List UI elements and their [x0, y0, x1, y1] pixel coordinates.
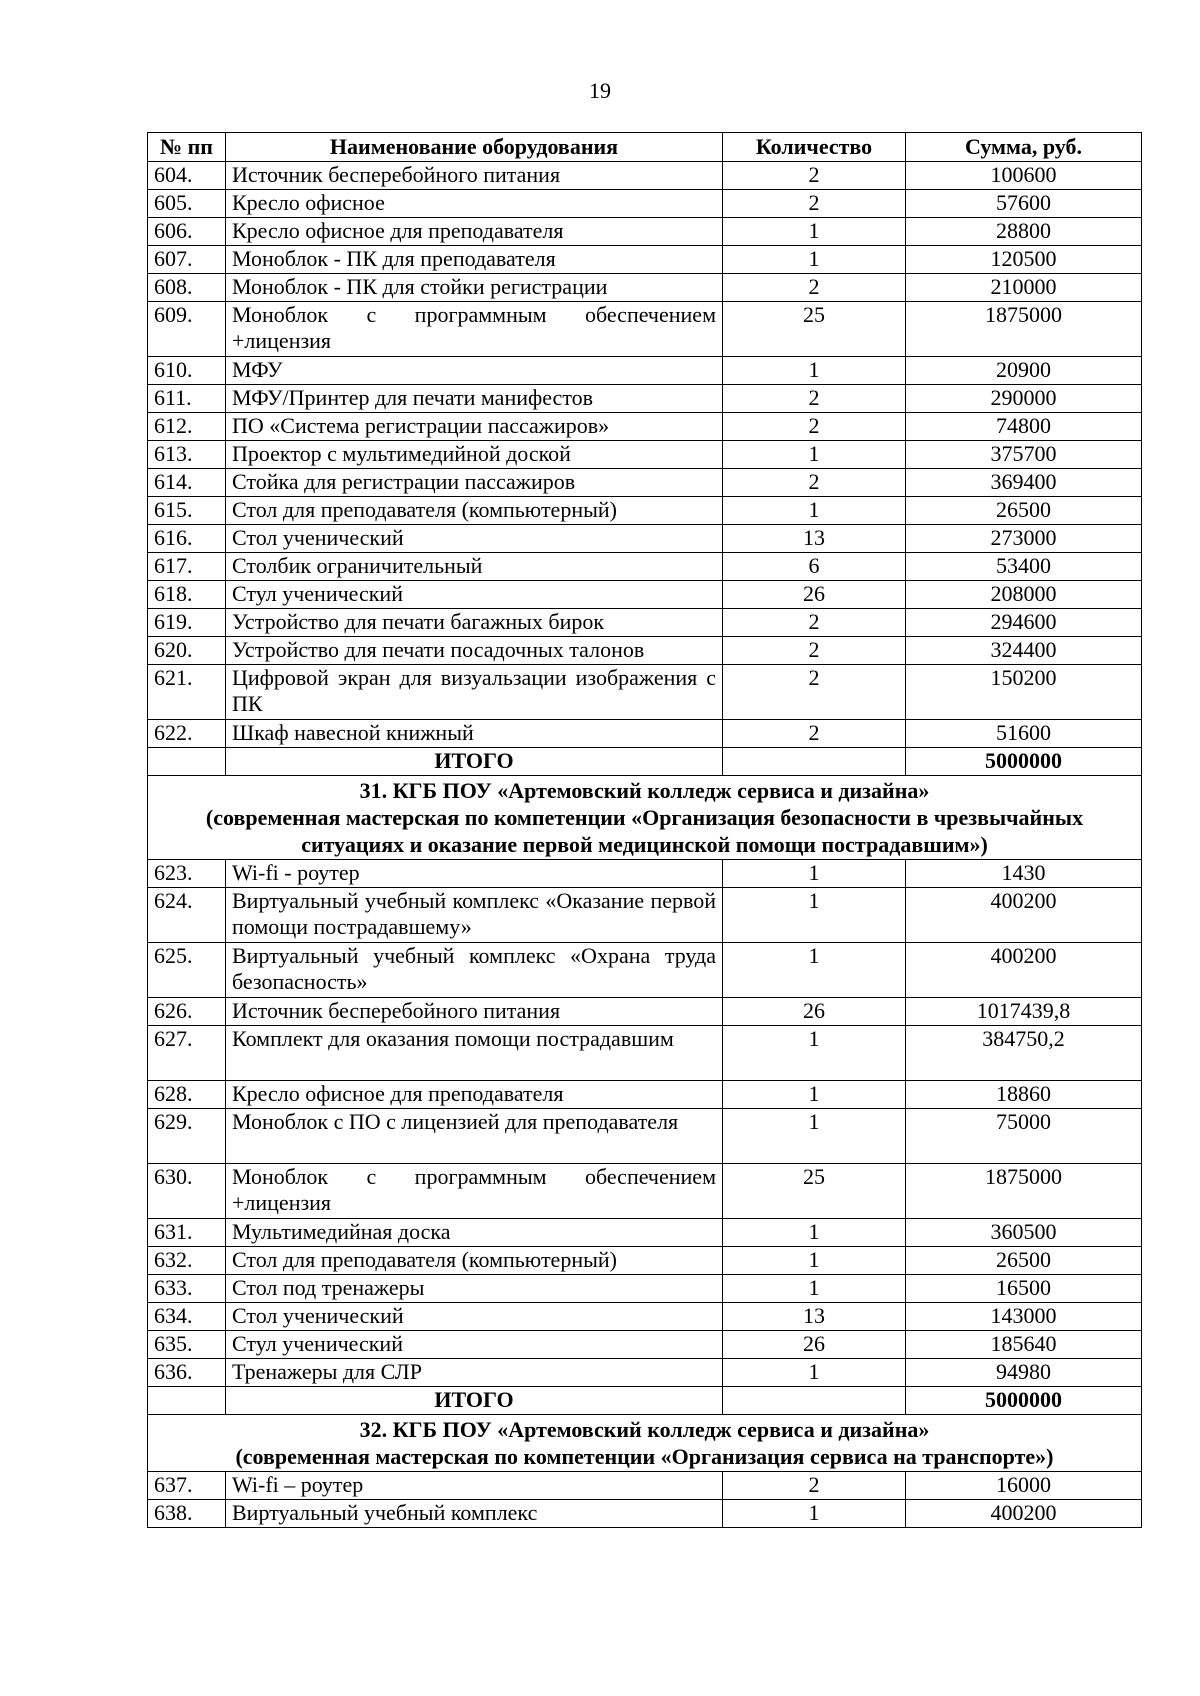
- item-sum: 208000: [906, 581, 1142, 609]
- item-name: Цифровой экран для визуальзации изображения с ПК: [226, 665, 723, 720]
- item-name: Моноблок - ПК для преподавателя: [226, 246, 723, 274]
- row-number: 610.: [148, 357, 226, 385]
- row-number: 628.: [148, 1081, 226, 1109]
- item-sum: 57600: [906, 190, 1142, 218]
- table-header-row: [148, 133, 1142, 162]
- row-number: 604.: [148, 162, 226, 190]
- total-empty-cell: [148, 748, 226, 776]
- table-row: [148, 553, 1142, 581]
- item-sum: 120500: [906, 246, 1142, 274]
- table-row: [148, 1500, 1142, 1528]
- item-quantity: 2: [723, 190, 906, 218]
- row-number: 635.: [148, 1331, 226, 1359]
- total-label: ИТОГО: [226, 748, 723, 776]
- item-quantity: 1: [723, 246, 906, 274]
- item-name: Источник бесперебойного питания: [226, 998, 723, 1026]
- item-quantity: 1: [723, 441, 906, 469]
- table-row: [148, 720, 1142, 748]
- row-number: 631.: [148, 1219, 226, 1247]
- row-number: 606.: [148, 218, 226, 246]
- item-sum: 290000: [906, 385, 1142, 413]
- table-row: [148, 441, 1142, 469]
- table-row: [148, 860, 1142, 888]
- item-quantity: 1: [723, 860, 906, 888]
- item-sum: 1430: [906, 860, 1142, 888]
- item-name: Столбик ограничительный: [226, 553, 723, 581]
- table-row: [148, 413, 1142, 441]
- item-name: Wi-fi - роутер: [226, 860, 723, 888]
- table-row: [148, 1081, 1142, 1109]
- item-sum: 26500: [906, 497, 1142, 525]
- row-number: 605.: [148, 190, 226, 218]
- row-number: 621.: [148, 665, 226, 720]
- total-empty-cell: [148, 1387, 226, 1415]
- item-name: Кресло офисное для преподавателя: [226, 1081, 723, 1109]
- item-quantity: 1: [723, 1359, 906, 1387]
- item-quantity: 1: [723, 1081, 906, 1109]
- item-name: Тренажеры для СЛР: [226, 1359, 723, 1387]
- section-title: 31. КГБ ПОУ «Артемовский колледж сервиса и дизайна»: [359, 778, 930, 803]
- table-row: [148, 162, 1142, 190]
- item-sum: 360500: [906, 1219, 1142, 1247]
- item-quantity: 1: [723, 1219, 906, 1247]
- item-sum: 16500: [906, 1275, 1142, 1303]
- item-quantity: 1: [723, 1275, 906, 1303]
- item-sum: 75000: [906, 1109, 1142, 1164]
- item-sum: 26500: [906, 1247, 1142, 1275]
- table-row: [148, 998, 1142, 1026]
- item-name: Шкаф навесной книжный: [226, 720, 723, 748]
- item-quantity: 1: [723, 888, 906, 943]
- item-sum: 74800: [906, 413, 1142, 441]
- page-number: 19: [589, 78, 611, 103]
- item-sum: 210000: [906, 274, 1142, 302]
- header-name: Наименование оборудования: [226, 133, 723, 162]
- item-name: Виртуальный учебный комплекс «Охрана труда безопасность»: [226, 943, 723, 998]
- row-number: 623.: [148, 860, 226, 888]
- row-number: 637.: [148, 1472, 226, 1500]
- table-row: [148, 1359, 1142, 1387]
- section-heading: [148, 1415, 1142, 1472]
- row-number: 617.: [148, 553, 226, 581]
- row-number: 616.: [148, 525, 226, 553]
- section-heading-cell: [148, 1415, 1142, 1472]
- item-quantity: 13: [723, 1303, 906, 1331]
- item-sum: 16000: [906, 1472, 1142, 1500]
- section-heading-cell: [148, 776, 1142, 860]
- row-number: 618.: [148, 581, 226, 609]
- item-quantity: 2: [723, 720, 906, 748]
- item-name: Wi-fi – роутер: [226, 1472, 723, 1500]
- row-number: 627.: [148, 1026, 226, 1081]
- item-sum: 53400: [906, 553, 1142, 581]
- item-quantity: 1: [723, 218, 906, 246]
- table-row: [148, 1303, 1142, 1331]
- item-sum: 28800: [906, 218, 1142, 246]
- item-sum: 20900: [906, 357, 1142, 385]
- row-number: 634.: [148, 1303, 226, 1331]
- table-row: [148, 888, 1142, 943]
- item-sum: 400200: [906, 888, 1142, 943]
- row-number: 625.: [148, 943, 226, 998]
- item-name: Виртуальный учебный комплекс «Оказание первой помощи пострадавшему»: [226, 888, 723, 943]
- table-row: [148, 1247, 1142, 1275]
- table-row: [148, 665, 1142, 720]
- table-row: [148, 581, 1142, 609]
- item-name: Устройство для печати багажных бирок: [226, 609, 723, 637]
- item-sum: 100600: [906, 162, 1142, 190]
- section-subtitle: (современная мастерская по компетенции «Организация сервиса на транспорте»): [235, 1444, 1054, 1469]
- row-number: 622.: [148, 720, 226, 748]
- item-quantity: 1: [723, 497, 906, 525]
- item-sum: 384750,2: [906, 1026, 1142, 1081]
- item-sum: 294600: [906, 609, 1142, 637]
- item-quantity: 1: [723, 943, 906, 998]
- item-sum: 94980: [906, 1359, 1142, 1387]
- table-row: [148, 1331, 1142, 1359]
- item-quantity: 2: [723, 665, 906, 720]
- table-row: [148, 302, 1142, 357]
- item-quantity: 1: [723, 357, 906, 385]
- item-quantity: 1: [723, 1500, 906, 1528]
- item-name: Устройство для печати посадочных талонов: [226, 637, 723, 665]
- table-row: [148, 218, 1142, 246]
- item-quantity: 26: [723, 1331, 906, 1359]
- table-row: [148, 1026, 1142, 1081]
- item-name: Кресло офисное для преподавателя: [226, 218, 723, 246]
- table-row: [148, 637, 1142, 665]
- item-name: Моноблок с программным обеспечением +лицензия: [226, 302, 723, 357]
- item-name: МФУ: [226, 357, 723, 385]
- header-qty: Количество: [723, 133, 906, 162]
- total-row: [148, 748, 1142, 776]
- item-sum: 1017439,8: [906, 998, 1142, 1026]
- item-name: Стол ученический: [226, 525, 723, 553]
- total-empty-cell: [723, 1387, 906, 1415]
- item-quantity: 25: [723, 1164, 906, 1219]
- item-quantity: 1: [723, 1247, 906, 1275]
- total-label: ИТОГО: [226, 1387, 723, 1415]
- row-number: 614.: [148, 469, 226, 497]
- item-sum: 150200: [906, 665, 1142, 720]
- row-number: 624.: [148, 888, 226, 943]
- table-row: [148, 1275, 1142, 1303]
- total-sum: 5000000: [906, 1387, 1142, 1415]
- item-sum: 369400: [906, 469, 1142, 497]
- table-row: [148, 943, 1142, 998]
- item-quantity: 1: [723, 1026, 906, 1081]
- table-row: [148, 385, 1142, 413]
- item-sum: 324400: [906, 637, 1142, 665]
- table-row: [148, 1219, 1142, 1247]
- item-name: Стол для преподавателя (компьютерный): [226, 497, 723, 525]
- table-row: [148, 469, 1142, 497]
- item-name: Моноблок с ПО с лицензией для преподавателя: [226, 1109, 723, 1164]
- item-quantity: 2: [723, 637, 906, 665]
- item-name: Проектор с мультимедийной доской: [226, 441, 723, 469]
- row-number: 619.: [148, 609, 226, 637]
- item-sum: 1875000: [906, 302, 1142, 357]
- item-quantity: 1: [723, 1109, 906, 1164]
- item-name: Кресло офисное: [226, 190, 723, 218]
- item-name: Моноблок - ПК для стойки регистрации: [226, 274, 723, 302]
- row-number: 615.: [148, 497, 226, 525]
- row-number: 626.: [148, 998, 226, 1026]
- table-row: [148, 497, 1142, 525]
- row-number: 633.: [148, 1275, 226, 1303]
- section-subtitle: (современная мастерская по компетенции «Организация безопасности в чрезвычайных ситуациях и оказание первой медицинской помощи пострадавшим»): [205, 805, 1084, 857]
- item-quantity: 2: [723, 469, 906, 497]
- row-number: 629.: [148, 1109, 226, 1164]
- total-empty-cell: [723, 748, 906, 776]
- row-number: 630.: [148, 1164, 226, 1219]
- row-number: 611.: [148, 385, 226, 413]
- item-quantity: 13: [723, 525, 906, 553]
- row-number: 636.: [148, 1359, 226, 1387]
- item-name: Стол для преподавателя (компьютерный): [226, 1247, 723, 1275]
- row-number: 638.: [148, 1500, 226, 1528]
- item-sum: 18860: [906, 1081, 1142, 1109]
- row-number: 607.: [148, 246, 226, 274]
- table-row: [148, 246, 1142, 274]
- item-name: Комплект для оказания помощи пострадавшим: [226, 1026, 723, 1081]
- item-name: Стол ученический: [226, 1303, 723, 1331]
- table-row: [148, 1109, 1142, 1164]
- item-quantity: 6: [723, 553, 906, 581]
- table-row: [148, 609, 1142, 637]
- row-number: 612.: [148, 413, 226, 441]
- item-sum: 51600: [906, 720, 1142, 748]
- item-name: Виртуальный учебный комплекс: [226, 1500, 723, 1528]
- item-name: Стол под тренажеры: [226, 1275, 723, 1303]
- header-sum: Сумма, руб.: [906, 133, 1142, 162]
- item-name: Моноблок с программным обеспечением +лицензия: [226, 1164, 723, 1219]
- item-name: МФУ/Принтер для печати манифестов: [226, 385, 723, 413]
- table-row: [148, 1164, 1142, 1219]
- row-number: 620.: [148, 637, 226, 665]
- item-quantity: 2: [723, 274, 906, 302]
- item-sum: 375700: [906, 441, 1142, 469]
- row-number: 609.: [148, 302, 226, 357]
- equipment-table: [147, 132, 1142, 1528]
- row-number: 608.: [148, 274, 226, 302]
- item-quantity: 25: [723, 302, 906, 357]
- table-row: [148, 1472, 1142, 1500]
- item-quantity: 2: [723, 1472, 906, 1500]
- item-quantity: 2: [723, 162, 906, 190]
- item-name: Источник бесперебойного питания: [226, 162, 723, 190]
- item-sum: 185640: [906, 1331, 1142, 1359]
- item-name: ПО «Система регистрации пассажиров»: [226, 413, 723, 441]
- item-quantity: 26: [723, 581, 906, 609]
- item-name: Стул ученический: [226, 581, 723, 609]
- item-quantity: 2: [723, 385, 906, 413]
- item-sum: 143000: [906, 1303, 1142, 1331]
- item-sum: 1875000: [906, 1164, 1142, 1219]
- item-name: Стойка для регистрации пассажиров: [226, 469, 723, 497]
- item-quantity: 2: [723, 413, 906, 441]
- row-number: 613.: [148, 441, 226, 469]
- item-sum: 400200: [906, 943, 1142, 998]
- item-sum: 273000: [906, 525, 1142, 553]
- item-name: Стул ученический: [226, 1331, 723, 1359]
- item-quantity: 26: [723, 998, 906, 1026]
- item-name: Мультимедийная доска: [226, 1219, 723, 1247]
- section-title: 32. КГБ ПОУ «Артемовский колледж сервиса и дизайна»: [359, 1417, 930, 1442]
- table-body: [148, 162, 1142, 1528]
- table-row: [148, 525, 1142, 553]
- total-sum: 5000000: [906, 748, 1142, 776]
- total-row: [148, 1387, 1142, 1415]
- row-number: 632.: [148, 1247, 226, 1275]
- item-sum: 400200: [906, 1500, 1142, 1528]
- table-row: [148, 357, 1142, 385]
- section-heading: [148, 776, 1142, 860]
- table-row: [148, 274, 1142, 302]
- table-row: [148, 190, 1142, 218]
- header-num: № пп: [148, 133, 226, 162]
- item-quantity: 2: [723, 609, 906, 637]
